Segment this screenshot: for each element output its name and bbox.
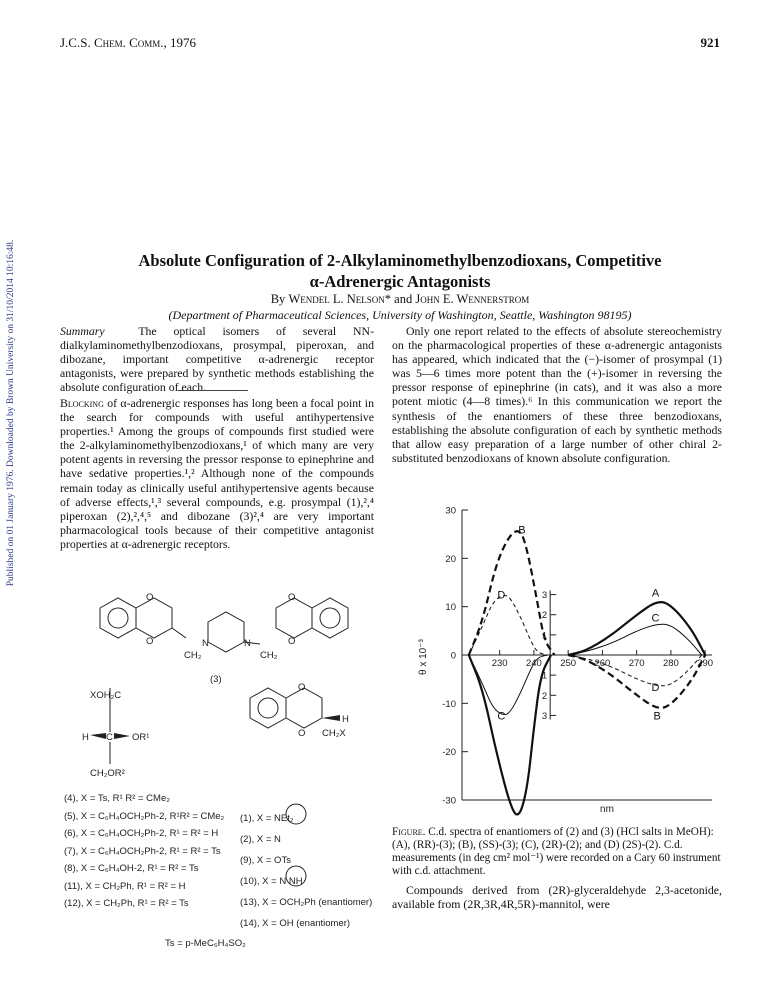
y-tick-label: -20 — [442, 747, 456, 759]
compound-8: (8), X = C₆H₄OH-2, R¹ = R² = Ts — [64, 863, 199, 874]
benzene-ring-left — [100, 598, 136, 638]
y-tick-label: 10 — [445, 602, 456, 614]
inset-tick-label: 2 — [541, 610, 548, 622]
compound-list-left — [64, 790, 224, 913]
section-divider — [178, 390, 248, 391]
compound-13: (13), X = OCH₂Ph (enantiomer) — [240, 897, 373, 908]
svg-text:O: O — [146, 592, 154, 603]
svg-text:XOH₂C: XOH₂C — [90, 690, 122, 701]
author-1: Wendel L. Nelson* — [288, 292, 392, 306]
caption-text: C.d. spectra of enantiomers of (2) and (3) (HCl salts in MeOH): (A), (RR)-(3); (B), (SS)-(3); (C), (2R)-(2); and (D) (2S)-(2). C.d. measurements (in deg cm² mol⁻¹) were recorded on a Cary 60 instrument with c.d. attachment. — [392, 826, 721, 877]
right-paragraph: Only one report related to the effects of absolute stereochemistry on the pharmacological properties of these α-adrenergic antagonists has appeared, which indicated that the (−)-isomer of prosympal (1) was 5—6 times more potent than the (+)-isomer in reversing the pressor response of epinephrine (in cats), and it was also a more potent miotic (4—8 times).⁶ In this communication we report the synthesis of the enantiomers of these three benzodioxans, establishing the absolute configuration of each by synthetic methods that allow easy preparation of a large number of other chiral 2-substituted benzodioxans of known absolute configuration. — [392, 324, 722, 465]
x-tick-label: 270 — [628, 658, 645, 669]
compound-list-right — [240, 808, 372, 934]
curve-label: B — [653, 710, 661, 723]
svg-text:OR¹: OR¹ — [132, 732, 150, 743]
svg-text:N: N — [202, 638, 209, 649]
compound-2: (2), X = N — [240, 834, 281, 845]
article-title — [60, 250, 740, 292]
inset-tick-label: 2 — [541, 690, 548, 702]
inset-tick-label: 3 — [541, 590, 548, 602]
cd-spectrum-chart — [412, 500, 722, 820]
wedge-or — [114, 733, 130, 739]
wedge-h-right — [322, 715, 340, 721]
compound-1: (1), X = NEt₂ — [240, 813, 294, 824]
compound-9: (9), X = OTs — [240, 855, 291, 866]
compound-11: (11), X = CH₂Ph, R¹ = R² = H — [64, 880, 186, 892]
title-line-2: α-Adrenergic Antagonists — [309, 272, 491, 291]
curve-label: C — [651, 612, 660, 625]
series-A-line — [568, 602, 705, 655]
y-axis-label: θ x 10⁻³ — [418, 639, 429, 675]
summary-label: Summary — [60, 324, 105, 338]
y-tick-label: 30 — [445, 505, 456, 517]
compound-10: (10), X = N NH — [240, 876, 303, 887]
right-paragraph-2: Compounds derived from (2R)-glyceraldehyde 2,3-acetonide, available from (2R,3R,4R,5R)-mannitol, were — [392, 883, 722, 912]
page-number: 921 — [700, 35, 720, 50]
download-watermark — [4, 200, 18, 630]
caption-label: Figure. — [392, 826, 426, 838]
dioxane-ring-left — [136, 598, 172, 638]
dioxane-ring-general — [286, 688, 322, 728]
svg-text:(3): (3) — [210, 674, 222, 685]
x-tick-label: 250 — [560, 658, 577, 669]
title-line-1: Absolute Configuration of 2-Alkylaminomethylbenzodioxans, Competitive — [138, 251, 662, 270]
y-tick-label: 20 — [445, 553, 456, 565]
inset-tick-label: 1 — [541, 670, 548, 682]
summary-text: The optical isomers of several NN-dialkylaminomethylbenzodioxans, prosympal, piperoxan, and dibozane, important competitive α-adrenergic receptor antagonists, were prepared by synthetic methods establishing the absolute configuration of each. — [60, 324, 374, 395]
svg-text:O: O — [288, 636, 296, 647]
compound-4: (4), X = Ts, R¹ R² = CMe₂ — [64, 793, 170, 804]
series-A-line — [469, 655, 551, 814]
affiliation: (Department of Pharmaceutical Sciences, University of Washington, Seattle, Washington 98195) — [168, 308, 632, 322]
series-D-line — [469, 596, 548, 656]
compound-7: (7), X = C₆H₄OCH₂Ph-2, R¹ = R² = Ts — [64, 845, 221, 857]
dioxane-ring-right — [276, 598, 312, 638]
svg-text:O: O — [298, 682, 306, 693]
svg-text:CH₂: CH₂ — [260, 650, 278, 661]
x-tick-label: 230 — [491, 658, 508, 669]
svg-text:O: O — [146, 636, 154, 647]
svg-text:CH₂X: CH₂X — [322, 728, 346, 739]
curve-label: A — [651, 587, 660, 600]
x-tick-label: 290 — [697, 658, 714, 669]
series-C-line — [568, 624, 702, 655]
wedge-h — [90, 733, 106, 739]
compound-5: (5), X = C₆H₄OCH₂Ph-2, R¹R² = CMe₂ — [64, 810, 225, 822]
x-tick-label: 260 — [594, 658, 611, 669]
svg-text:CH₂OR²: CH₂OR² — [90, 768, 125, 779]
compound-6: (6), X = C₆H₄OCH₂Ph-2, R¹ = R² = H — [64, 828, 219, 839]
svg-text:H: H — [82, 732, 89, 743]
svg-text:H: H — [342, 714, 349, 725]
svg-text:N: N — [244, 638, 251, 649]
curve-label: C — [497, 710, 506, 723]
inset-tick-label: 3 — [541, 710, 548, 722]
curve-label: D — [651, 682, 660, 695]
y-tick-label: -30 — [442, 795, 456, 807]
y-tick-label: 0 — [450, 650, 456, 662]
y-tick-label: -10 — [442, 698, 456, 710]
aromatic-circle — [108, 608, 128, 628]
svg-text:O: O — [288, 592, 296, 603]
intro-paragraph: Blocking of α-adrenergic responses has long been a focal point in the search for compounds with useful antihypertensive properties.¹ Among the groups of compounds first studied were the 2-alkylaminomethylbenzodioxans,¹ of which many are very potent agents in reversing the pressor response to epinephrine and have sedative properties.¹,² Although none of the compounds remain today as clinically useful antihypertensive agents because of adverse effects,¹,³ several compounds, e.g. prosympal (1),²,⁴ piperoxan (2),²,⁴,⁵ and dibozane (3)²,⁴ are very important pharmacological tools because of their competitive antagonist properties at α-adrenergic receptors. — [60, 396, 374, 551]
x-axis-label: nm — [600, 804, 614, 815]
curve-label: B — [518, 524, 526, 537]
author-2: John E. Wennerstrom — [415, 292, 530, 306]
compound-12: (12), X = CH₂Ph, R¹ = R² = Ts — [64, 898, 189, 909]
x-tick-label: 280 — [662, 658, 679, 669]
svg-text:CH₂: CH₂ — [184, 650, 202, 661]
svg-text:C: C — [106, 732, 113, 743]
journal-header: J.C.S. Chem. Comm., 1976 — [60, 35, 197, 50]
piperazine-ring — [208, 612, 244, 652]
ts-definition: Ts = p-MeC₆H₄SO₂ — [165, 938, 246, 949]
watermark-text: Published on 01 January 1976. Downloaded by Brown University on 31/10/2014 10:16:48. — [6, 239, 16, 587]
figure-caption — [392, 826, 722, 878]
benzene-ring-right — [312, 598, 348, 638]
summary — [60, 324, 374, 394]
compound-14: (14), X = OH (enantiomer) — [240, 918, 351, 929]
benzene-ring-general — [250, 688, 286, 728]
svg-text:O: O — [298, 728, 306, 739]
inset-tick-label: 1 — [541, 630, 548, 642]
curve-label: D — [497, 589, 506, 602]
intro-text: of α-adrenergic responses has long been a focal point in the search for compounds with useful antihypertensive properties.¹ Among the groups of compounds first studied were the 2-alkylaminomethylbenzodioxans,¹ of which many are very potent agents in reversing the pressor response to epinephrine and have sedative properties.¹,² Although none of the compounds remain today as clinically useful antihypertensive agents because of adverse effects,¹,³ several compounds, e.g. prosympal (1),²,⁴ piperoxan (2),²,⁴,⁵ and dibozane (3)²,⁴ are very important pharmacological tools because of their competitive antagonist properties at α-adrenergic receptors. — [60, 396, 374, 551]
authors: By Wendel L. Nelson* and John E. Wennerstrom — [270, 292, 530, 306]
x-tick-label: 240 — [525, 658, 542, 669]
